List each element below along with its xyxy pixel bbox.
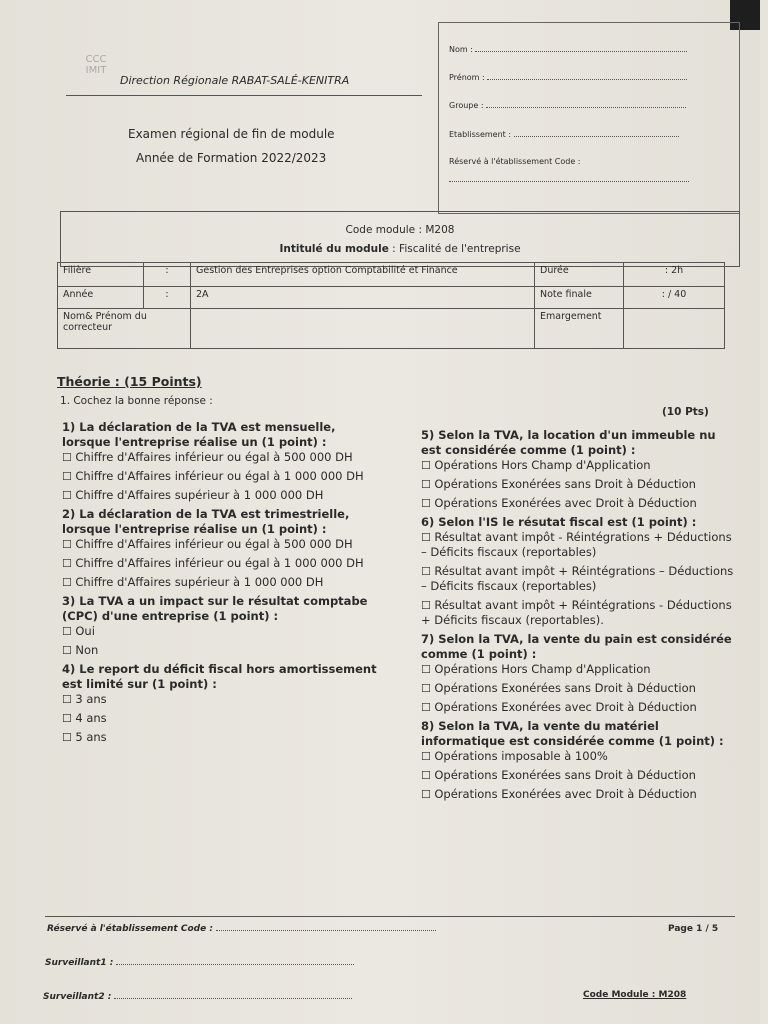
- points-label: (10 Pts): [662, 406, 709, 418]
- answer-option-label: Résultat avant impôt + Réintégrations - Déductions + Déficits fiscaux (reportables).: [421, 598, 732, 627]
- answer-option-label: Opérations Exonérées sans Droit à Déduction: [434, 681, 696, 695]
- page-number: Page 1 / 5: [668, 924, 719, 934]
- answer-option[interactable]: [62, 556, 384, 571]
- surveillant1-label: Surveillant1 :: [45, 958, 114, 968]
- checkbox-icon[interactable]: ☐: [421, 565, 435, 578]
- module-title: [61, 243, 739, 255]
- checkbox-icon[interactable]: ☐: [421, 701, 435, 714]
- annee-label: Année: [58, 287, 144, 309]
- answer-option[interactable]: [421, 496, 737, 511]
- answer-option-label: Chiffre d'Affaires inférieur ou égal à 500 000 DH: [75, 537, 353, 551]
- checkbox-icon[interactable]: ☐: [421, 599, 435, 612]
- note-label: Note finale: [535, 287, 624, 309]
- footer-reserve-label: Réservé à l'établissement Code :: [47, 924, 213, 934]
- direction-title: Direction Régionale RABAT-SALÉ-KENITRA: [120, 74, 350, 87]
- checkbox-icon[interactable]: ☐: [62, 470, 76, 483]
- prenom-field[interactable]: [449, 71, 731, 82]
- question-title: 4) Le report du déficit fiscal hors amortissement est limité sur (1 point) :: [62, 662, 377, 691]
- module-box: [60, 211, 740, 267]
- answer-option-label: Opérations Exonérées avec Droit à Déduction: [434, 700, 697, 714]
- training-year: Année de Formation 2022/2023: [136, 151, 327, 165]
- answer-option[interactable]: [421, 564, 737, 594]
- colon: :: [144, 287, 191, 309]
- answer-option-label: Chiffre d'Affaires inférieur ou égal à 1 000 000 DH: [75, 556, 364, 570]
- answer-option[interactable]: [421, 477, 737, 492]
- answer-option-label: Chiffre d'Affaires supérieur à 1 000 000 DH: [75, 488, 324, 502]
- answer-option[interactable]: [421, 749, 737, 764]
- footer-reserve: [47, 922, 436, 934]
- answer-option[interactable]: [421, 530, 737, 560]
- answer-option-label: Résultat avant impôt - Réintégrations + Déductions – Déficits fiscaux (reportables): [421, 530, 732, 559]
- checkbox-icon[interactable]: ☐: [421, 682, 435, 695]
- module-title-value: : Fiscalité de l'entreprise: [388, 243, 521, 255]
- answer-option[interactable]: [421, 700, 737, 715]
- answer-option[interactable]: [62, 711, 384, 726]
- answer-option[interactable]: [421, 768, 737, 783]
- answer-option-label: Opérations Exonérées avec Droit à Déduction: [434, 496, 697, 510]
- answer-option-label: Opérations Hors Champ d'Application: [434, 458, 651, 472]
- etablissement-field[interactable]: [449, 128, 731, 139]
- instruction: 1. Cochez la bonne réponse :: [60, 395, 213, 407]
- checkbox-icon[interactable]: ☐: [62, 644, 76, 657]
- answer-option[interactable]: [62, 624, 384, 639]
- filiere-label: Filière: [58, 263, 144, 287]
- checkbox-icon[interactable]: ☐: [421, 531, 435, 544]
- question-title: 2) La déclaration de la TVA est trimestrielle, lorsque l'entreprise réalise un (1 point) :: [62, 507, 350, 536]
- info-table: [57, 262, 725, 349]
- module-title-label: Intitulé du module: [279, 243, 389, 255]
- answer-option-label: Chiffre d'Affaires inférieur ou égal à 500 000 DH: [75, 450, 353, 464]
- annee-value: 2A: [191, 287, 535, 309]
- answer-option-label: Résultat avant impôt + Réintégrations – Déductions – Déficits fiscaux (reportables): [421, 564, 734, 593]
- checkbox-icon[interactable]: ☐: [421, 459, 435, 472]
- answer-option-label: Opérations Exonérées sans Droit à Déduction: [434, 768, 696, 782]
- groupe-label: Groupe :: [449, 101, 484, 110]
- answer-option[interactable]: [421, 458, 737, 473]
- checkbox-icon[interactable]: ☐: [62, 712, 76, 725]
- nom-label: Nom :: [449, 45, 473, 54]
- answer-option[interactable]: [62, 469, 384, 484]
- answer-option-label: Opérations Hors Champ d'Application: [434, 662, 651, 676]
- answer-option[interactable]: [421, 681, 737, 696]
- checkbox-icon[interactable]: ☐: [62, 538, 76, 551]
- checkbox-icon[interactable]: ☐: [421, 497, 435, 510]
- question-title: 8) Selon la TVA, la vente du matériel informatique est considérée comme (1 point) :: [421, 719, 724, 748]
- answer-option-label: 3 ans: [75, 692, 107, 706]
- correcteur-field[interactable]: [191, 309, 535, 349]
- answer-option-label: Opérations Exonérées avec Droit à Déduction: [434, 787, 697, 801]
- checkbox-icon[interactable]: ☐: [62, 576, 76, 589]
- answer-option[interactable]: [62, 537, 384, 552]
- answer-option[interactable]: [421, 662, 737, 677]
- question-title: 3) La TVA a un impact sur le résultat comptabe (CPC) d'une entreprise (1 point) :: [62, 594, 368, 623]
- answer-option[interactable]: [421, 598, 737, 628]
- colon: :: [144, 263, 191, 287]
- duree-label: Durée: [535, 263, 624, 287]
- right-questions: [421, 428, 737, 806]
- surveillant2-field[interactable]: [43, 990, 352, 1002]
- answer-option-label: Opérations Exonérées sans Droit à Déduction: [434, 477, 696, 491]
- checkbox-icon[interactable]: ☐: [62, 693, 76, 706]
- answer-option-label: 4 ans: [75, 711, 107, 725]
- answer-option-label: Opérations imposable à 100%: [434, 749, 608, 763]
- checkbox-icon[interactable]: ☐: [62, 625, 76, 638]
- ofppt-logo: CCC IMIT: [85, 54, 107, 76]
- question-title: 5) Selon la TVA, la location d'un immeuble nu est considérée comme (1 point) :: [421, 428, 716, 457]
- answer-option-label: Chiffre d'Affaires inférieur ou égal à 1 000 000 DH: [75, 469, 364, 483]
- nom-field[interactable]: [449, 43, 731, 54]
- checkbox-icon[interactable]: ☐: [62, 557, 76, 570]
- reserve-code-label: Réservé à l'établissement Code :: [449, 157, 581, 166]
- left-questions: [62, 420, 384, 749]
- answer-option-label: Non: [75, 643, 99, 657]
- checkbox-icon[interactable]: ☐: [421, 663, 435, 676]
- checkbox-icon[interactable]: ☐: [62, 451, 76, 464]
- answer-option[interactable]: [62, 575, 384, 590]
- question-title: 6) Selon l'IS le résutat fiscal est (1 point) :: [421, 515, 697, 529]
- groupe-field[interactable]: [449, 99, 731, 110]
- footer-module-code: Code Module : M208: [583, 990, 687, 1000]
- checkbox-icon[interactable]: ☐: [421, 769, 435, 782]
- answer-option-label: 5 ans: [75, 730, 107, 744]
- checkbox-icon[interactable]: ☐: [421, 788, 435, 801]
- answer-option[interactable]: [62, 730, 384, 745]
- question-title: 1) La déclaration de la TVA est mensuelle, lorsque l'entreprise réalise un (1 point) :: [62, 420, 336, 449]
- answer-option[interactable]: [62, 643, 384, 658]
- answer-option[interactable]: [62, 488, 384, 503]
- exam-title: Examen régional de fin de module: [128, 127, 335, 141]
- checkbox-icon[interactable]: ☐: [421, 478, 435, 491]
- correcteur-label: Nom& Prénom du correcteur: [58, 309, 191, 349]
- checkbox-icon[interactable]: ☐: [62, 731, 76, 744]
- surveillant1-field[interactable]: [45, 956, 354, 968]
- emargement-label: Emargement: [535, 309, 624, 349]
- module-code: Code module : M208: [345, 224, 455, 236]
- answer-option-label: Chiffre d'Affaires supérieur à 1 000 000 DH: [75, 575, 324, 589]
- divider: [66, 95, 422, 96]
- note-value: : / 40: [624, 287, 725, 309]
- answer-option[interactable]: [62, 692, 384, 707]
- student-id-box: [438, 22, 740, 214]
- etablissement-label: Etablissement :: [449, 130, 512, 139]
- question-title: 7) Selon la TVA, la vente du pain est considérée comme (1 point) :: [421, 632, 732, 661]
- duree-value: : 2h: [624, 263, 725, 287]
- checkbox-icon[interactable]: ☐: [421, 750, 435, 763]
- emargement-field[interactable]: [624, 309, 725, 349]
- answer-option[interactable]: [421, 787, 737, 802]
- answer-option[interactable]: [62, 450, 384, 465]
- checkbox-icon[interactable]: ☐: [62, 489, 76, 502]
- filiere-value: Gestion des Entreprises option Comptabilité et Finance: [191, 263, 535, 287]
- footer-divider: [45, 916, 735, 917]
- reserve-code-field[interactable]: [449, 173, 731, 184]
- prenom-label: Prénom :: [449, 73, 485, 82]
- theory-title: Théorie : (15 Points): [57, 374, 202, 389]
- answer-option-label: Oui: [75, 624, 95, 638]
- surveillant2-label: Surveillant2 :: [43, 992, 112, 1002]
